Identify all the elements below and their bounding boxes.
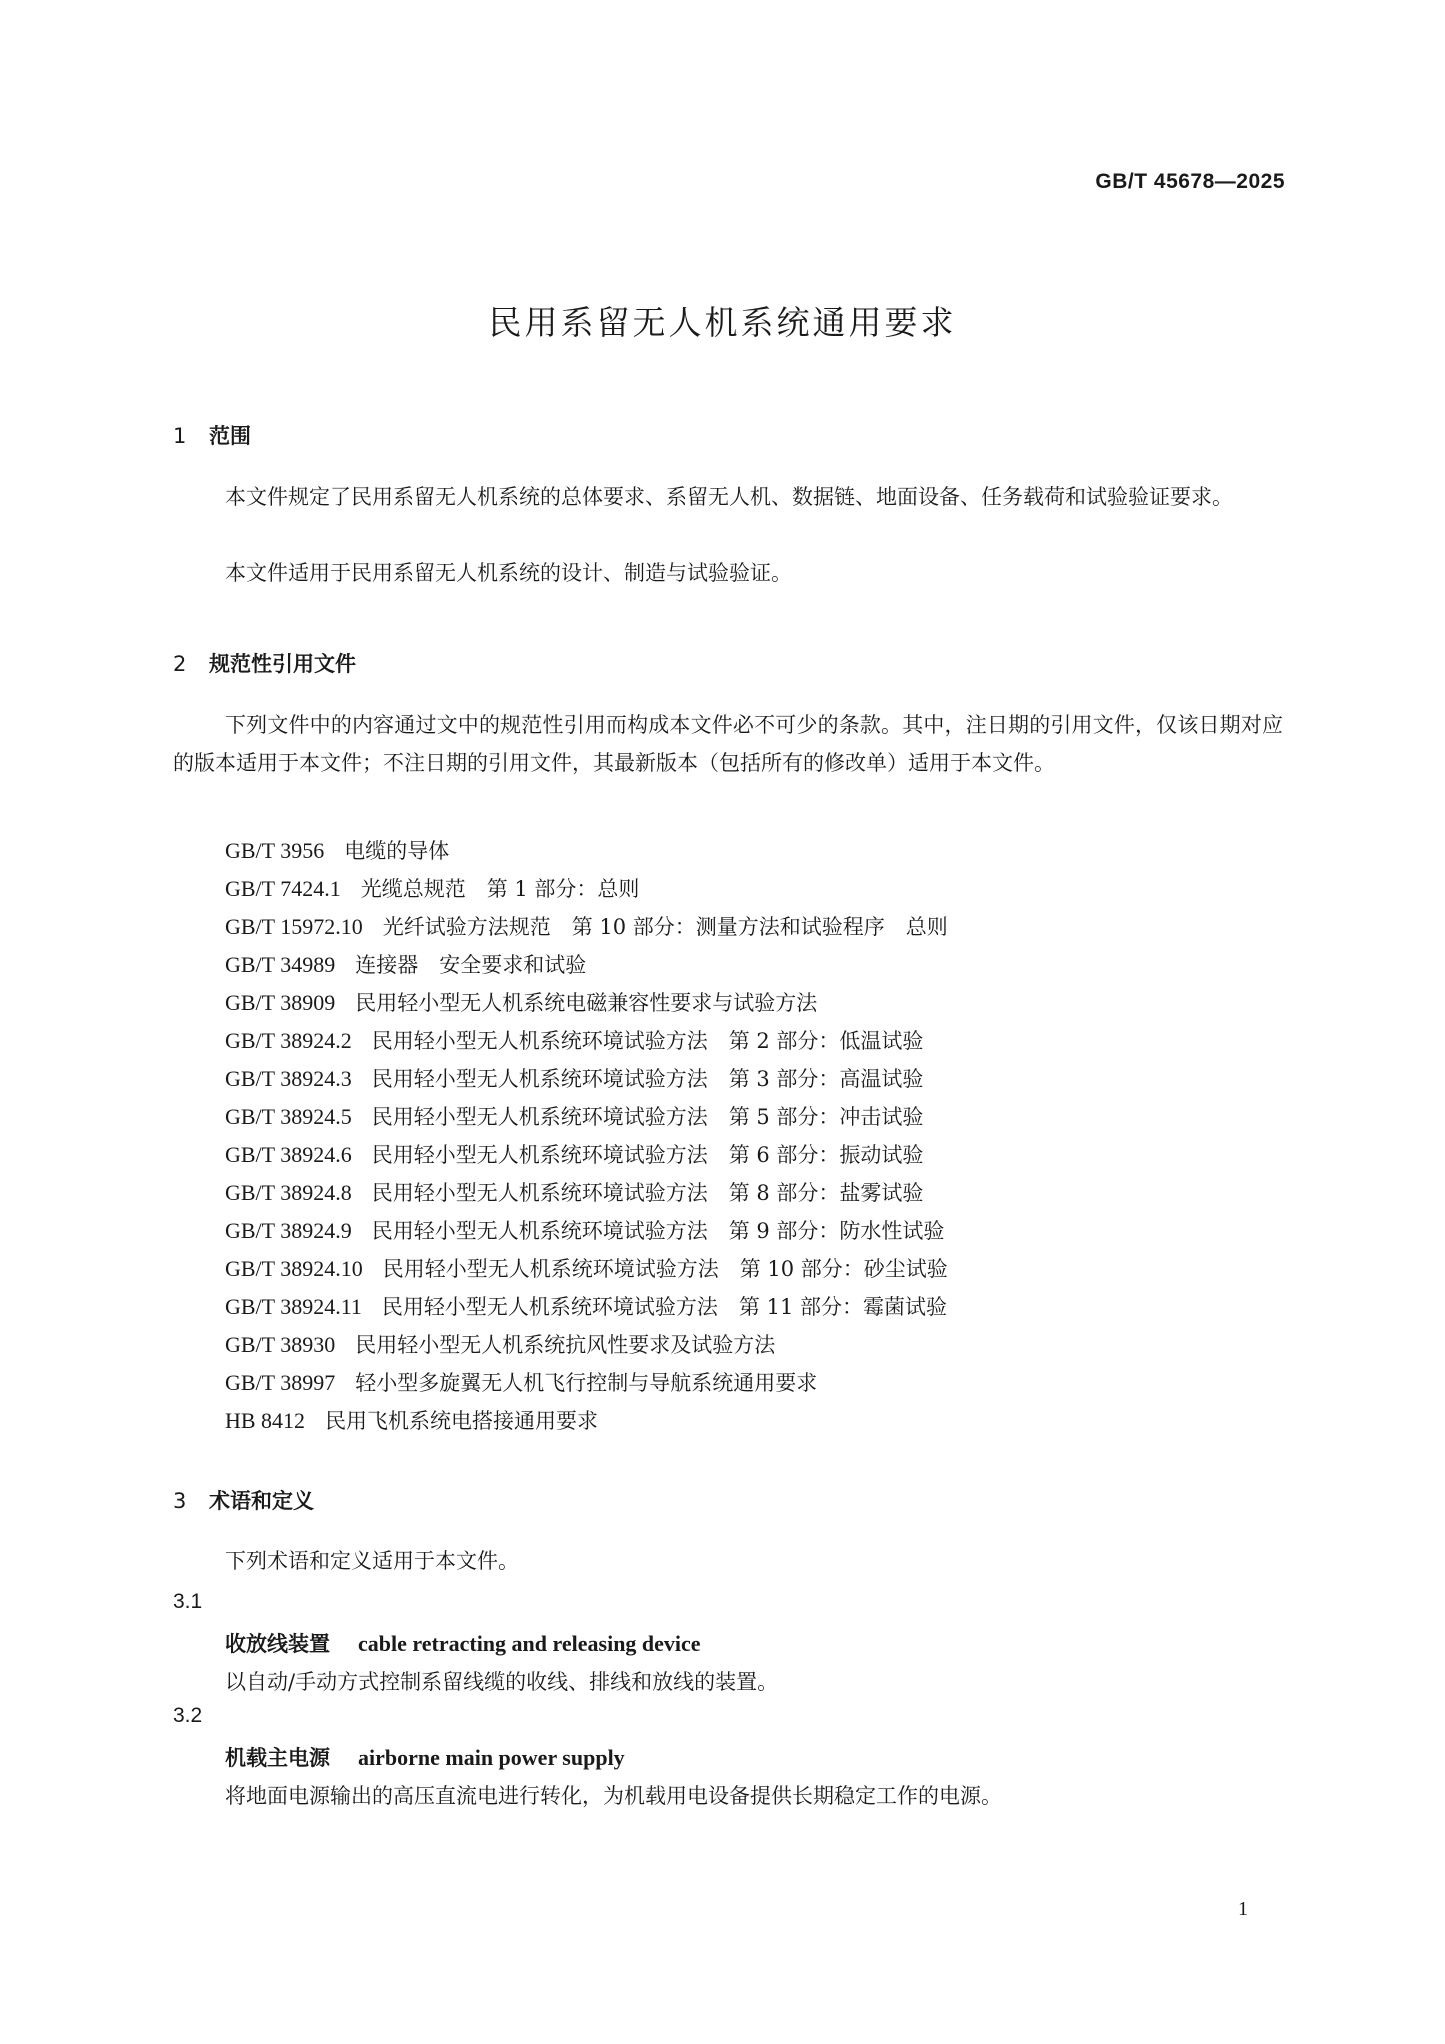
document-title: 民用系留无人机系统通用要求 xyxy=(488,303,957,342)
section-title: 术语和定义 xyxy=(209,1489,314,1513)
reference-item xyxy=(225,1288,947,1326)
page-number: 1 xyxy=(1238,1898,1248,1920)
reference-item xyxy=(225,870,639,908)
reference-code: GB/T 38997 xyxy=(225,1370,336,1395)
reference-code: GB/T 15972.10 xyxy=(225,914,363,939)
reference-title: 光纤试验方法规范 第 10 部分：测量方法和试验程序 总则 xyxy=(382,915,948,939)
reference-title: 民用轻小型无人机系统环境试验方法 第 5 部分：冲击试验 xyxy=(371,1105,924,1129)
term-english: cable retracting and releasing device xyxy=(358,1631,701,1656)
normative-intro: 下列文件中的内容通过文中的规范性引用而构成本文件必不可少的条款。其中，注日期的引用文件，仅该日期对应的版本适用于本文件；不注日期的引用文件，其最新版本（包括所有的修改单）适用于本文件。 xyxy=(173,713,1283,775)
reference-item xyxy=(225,1326,775,1364)
reference-item xyxy=(225,908,948,946)
reference-title: 电缆的导体 xyxy=(344,839,450,863)
reference-title: 民用轻小型无人机系统环境试验方法 第 9 部分：防水性试验 xyxy=(371,1219,945,1243)
reference-title: 轻小型多旋翼无人机飞行控制与导航系统通用要求 xyxy=(355,1371,818,1395)
term-english: airborne main power supply xyxy=(358,1745,625,1770)
section-title: 范围 xyxy=(209,424,251,448)
term-definition: 将地面电源输出的高压直流电进行转化，为机载用电设备提供长期稳定工作的电源。 xyxy=(225,1784,1002,1808)
reference-code: GB/T 38909 xyxy=(225,990,336,1015)
reference-title: 连接器 安全要求和试验 xyxy=(355,953,587,977)
term-number: 3.2 xyxy=(173,1704,203,1727)
scope-paragraph-2: 本文件适用于民用系留无人机系统的设计、制造与试验验证。 xyxy=(225,561,792,585)
reference-code: GB/T 3956 xyxy=(225,838,325,863)
reference-code: HB 8412 xyxy=(225,1408,306,1433)
reference-code: GB/T 7424.1 xyxy=(225,876,341,901)
reference-item xyxy=(225,1060,923,1098)
reference-item xyxy=(225,1364,817,1402)
reference-title: 光缆总规范 第 1 部分：总则 xyxy=(360,877,640,901)
reference-title: 民用轻小型无人机系统环境试验方法 第 10 部分：砂尘试验 xyxy=(382,1257,948,1281)
section-number: 3 xyxy=(173,1489,187,1513)
reference-code: GB/T 38924.10 xyxy=(225,1256,363,1281)
reference-code: GB/T 38924.8 xyxy=(225,1180,352,1205)
section-3-heading xyxy=(173,1485,314,1515)
reference-item xyxy=(225,1212,944,1250)
reference-item xyxy=(225,984,817,1022)
reference-title: 民用飞机系统电搭接通用要求 xyxy=(325,1409,599,1433)
reference-code: GB/T 38924.3 xyxy=(225,1066,352,1091)
term-chinese: 收放线装置 xyxy=(225,1632,330,1656)
reference-code: GB/T 38924.2 xyxy=(225,1028,352,1053)
terms-intro: 下列术语和定义适用于本文件。 xyxy=(225,1549,519,1573)
section-title: 规范性引用文件 xyxy=(209,652,356,676)
reference-code: GB/T 38924.9 xyxy=(225,1218,352,1243)
section-1-heading xyxy=(173,420,251,450)
section-2-heading xyxy=(173,648,356,678)
reference-item xyxy=(225,946,586,984)
reference-code: GB/T 38924.5 xyxy=(225,1104,352,1129)
reference-item xyxy=(225,1250,948,1288)
standard-code: GB/T 45678—2025 xyxy=(1095,170,1285,193)
reference-item xyxy=(225,832,449,870)
reference-code: GB/T 38924.11 xyxy=(225,1294,362,1319)
term-number: 3.1 xyxy=(173,1590,203,1613)
reference-title: 民用轻小型无人机系统环境试验方法 第 8 部分：盐雾试验 xyxy=(371,1181,924,1205)
reference-title: 民用轻小型无人机系统环境试验方法 第 2 部分：低温试验 xyxy=(371,1029,924,1053)
reference-title: 民用轻小型无人机系统抗风性要求及试验方法 xyxy=(355,1333,776,1357)
reference-item xyxy=(225,1022,923,1060)
reference-title: 民用轻小型无人机系统电磁兼容性要求与试验方法 xyxy=(355,991,818,1015)
reference-code: GB/T 34989 xyxy=(225,952,336,977)
reference-item xyxy=(225,1098,923,1136)
reference-title: 民用轻小型无人机系统环境试验方法 第 6 部分：振动试验 xyxy=(371,1143,924,1167)
reference-code: GB/T 38924.6 xyxy=(225,1142,352,1167)
term-entry xyxy=(225,1742,625,1772)
term-entry xyxy=(225,1628,701,1658)
reference-item xyxy=(225,1402,598,1440)
reference-title: 民用轻小型无人机系统环境试验方法 第 3 部分：高温试验 xyxy=(371,1067,924,1091)
section-number: 1 xyxy=(173,424,187,448)
section-number: 2 xyxy=(173,652,187,676)
reference-item xyxy=(225,1174,923,1212)
reference-code: GB/T 38930 xyxy=(225,1332,336,1357)
term-chinese: 机载主电源 xyxy=(225,1746,330,1770)
reference-title: 民用轻小型无人机系统环境试验方法 第 11 部分：霉菌试验 xyxy=(381,1295,947,1319)
scope-paragraph-1: 本文件规定了民用系留无人机系统的总体要求、系留无人机、数据链、地面设备、任务载荷和试验验证要求。 xyxy=(225,485,1233,509)
reference-item xyxy=(225,1136,923,1174)
term-definition: 以自动/手动方式控制系留线缆的收线、排线和放线的装置。 xyxy=(225,1670,779,1694)
